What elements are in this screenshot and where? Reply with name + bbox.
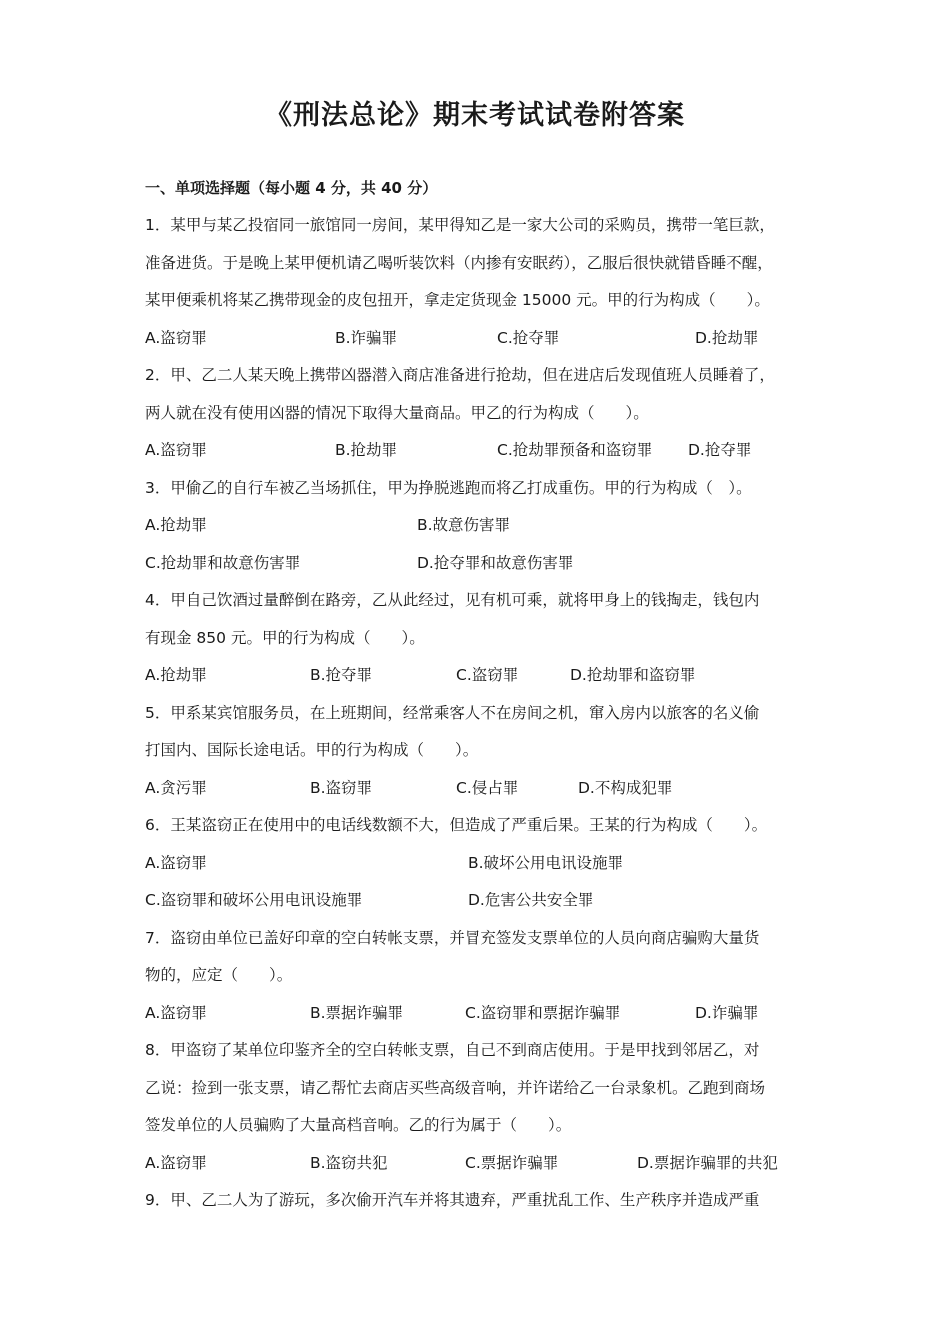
answer-option: C.抢夺罪 [497, 328, 560, 347]
question-text-line: 打国内、国际长途电话。甲的行为构成（ ）。 [145, 741, 479, 759]
answer-option: D.票据诈骗罪的共犯 [637, 1153, 778, 1172]
option-row [145, 770, 815, 808]
answer-option: C.抢劫罪和故意伤害罪 [145, 553, 301, 572]
answer-option: D.诈骗罪 [695, 1003, 759, 1022]
answer-option: A.盗窃罪 [145, 441, 207, 459]
option-row [145, 545, 815, 583]
question-text-line: 9．甲、乙二人为了游玩，多次偷开汽车并将其遗弃，严重扰乱工作、生产秩序并造成严重 [145, 1191, 760, 1209]
answer-option: D.不构成犯罪 [578, 778, 673, 797]
answer-option: A.抢劫罪 [145, 516, 207, 534]
page-title: 《刑法总论》期末考试试卷附答案 [265, 100, 685, 131]
question-text-line: 某甲便乘机将某乙携带现金的皮包扭开，拿走定货现金 15000 元。甲的行为构成（ ）。 [145, 291, 770, 309]
question-text-line: 2．甲、乙二人某天晚上携带凶器潜入商店准备进行抢劫，但在进店后发现值班人员睡着了， [145, 366, 775, 384]
answer-option: C.盗窃罪和票据诈骗罪 [465, 1003, 621, 1022]
answer-option: A.贪污罪 [145, 778, 207, 797]
option-row [145, 845, 815, 883]
option-row [145, 1145, 815, 1183]
question-text-line: 3．甲偷乙的自行车被乙当场抓住，甲为挣脱逃跑而将乙打成重伤。甲的行为构成（ ）。 [145, 478, 752, 497]
answer-option: C.侵占罪 [456, 778, 519, 797]
answer-option: D.抢夺罪和故意伤害罪 [417, 553, 574, 572]
answer-option: C.盗窃罪 [456, 666, 519, 684]
answer-option: C.盗窃罪和破坏公用电讯设施罪 [145, 891, 363, 909]
option-row [145, 507, 815, 545]
option-row [145, 995, 815, 1033]
answer-option: B.盗窃罪 [310, 778, 373, 797]
question-2 [145, 357, 815, 470]
answer-option: B.诈骗罪 [335, 328, 398, 347]
answer-option: A.抢劫罪 [145, 666, 207, 684]
answer-option: A.盗窃罪 [145, 328, 207, 347]
answer-option: D.抢劫罪和盗窃罪 [570, 666, 696, 684]
question-text-line: 有现金 850 元。甲的行为构成（ ）。 [145, 628, 425, 647]
question-text-line: 8．甲盗窃了某单位印鉴齐全的空白转帐支票，自己不到商店使用。于是甲找到邻居乙，对 [145, 1041, 760, 1059]
answer-option: C.抢劫罪预备和盗窃罪 [497, 441, 653, 459]
option-row [145, 432, 815, 470]
question-text-line: 两人就在没有使用凶器的情况下取得大量商品。甲乙的行为构成（ ）。 [145, 403, 649, 422]
question-text-line: 准备进货。于是晚上某甲便机请乙喝听装饮料（内掺有安眠药），乙服后很快就错昏睡不醒， [145, 253, 773, 272]
question-9 [145, 1182, 815, 1220]
question-text-line: 5．甲系某宾馆服务员，在上班期间，经常乘客人不在房间之机，窜入房内以旅客的名义偷 [145, 703, 760, 722]
option-row [145, 320, 815, 358]
question-8 [145, 1032, 815, 1182]
question-7 [145, 920, 815, 1033]
answer-option: B.抢夺罪 [310, 666, 373, 684]
answer-option: A.盗窃罪 [145, 1003, 207, 1022]
answer-option: D.抢劫罪 [695, 328, 759, 347]
answer-option: A.盗窃罪 [145, 1153, 207, 1172]
question-list [145, 207, 815, 1220]
question-4 [145, 582, 815, 695]
question-text-line: 物的，应定（ ）。 [145, 966, 293, 984]
question-text-line: 签发单位的人员骗购了大量高档音响。乙的行为属于（ ）。 [145, 1116, 572, 1134]
option-row [145, 882, 815, 920]
question-text-line: 1．某甲与某乙投宿同一旅馆同一房间，某甲得知乙是一家大公司的采购员，携带一笔巨款， [145, 216, 775, 234]
answer-option: B.盗窃共犯 [310, 1153, 388, 1172]
question-6 [145, 807, 815, 920]
question-5 [145, 695, 815, 808]
answer-option: A.盗窃罪 [145, 853, 207, 872]
answer-option: B.抢劫罪 [335, 441, 398, 459]
question-3 [145, 470, 815, 583]
option-row [145, 657, 815, 695]
answer-option: D.危害公共安全罪 [468, 891, 594, 909]
question-text-line: 4．甲自己饮酒过量醉倒在路旁，乙从此经过，见有机可乘，就将甲身上的钱掏走，钱包内 [145, 591, 760, 609]
question-text-line: 乙说：捡到一张支票，请乙帮忙去商店买些高级音响，并许诺给乙一台录象机。乙跑到商场 [145, 1078, 766, 1097]
answer-option: B.破坏公用电讯设施罪 [468, 853, 624, 872]
answer-option: B.故意伤害罪 [417, 516, 511, 534]
question-text-line: 6．王某盗窃正在使用中的电话线数额不大，但造成了严重后果。王某的行为构成（ ）。 [145, 816, 768, 834]
question-text-line: 7．盗窃由单位已盖好印章的空白转帐支票，并冒充签发支票单位的人员向商店骗购大量货 [145, 928, 760, 947]
answer-option: B.票据诈骗罪 [310, 1003, 404, 1022]
answer-option: C.票据诈骗罪 [465, 1153, 559, 1172]
question-1 [145, 207, 815, 357]
answer-option: D.抢夺罪 [688, 441, 752, 459]
section-heading: 一、单项选择题（每小题 4 分，共 40 分） [145, 179, 438, 197]
